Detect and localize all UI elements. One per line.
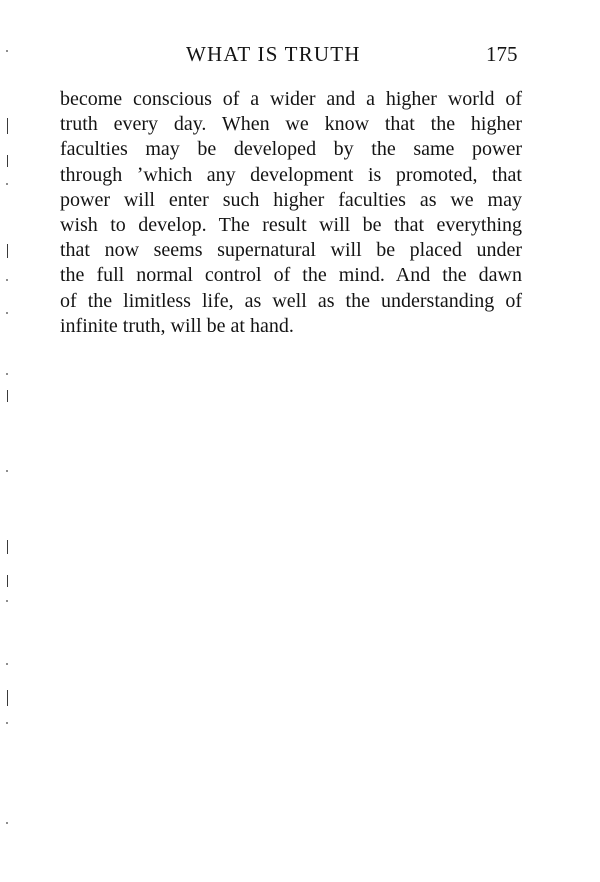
- text-line: of the limitless life, as well as the understanding of: [60, 289, 522, 312]
- text-line: the full normal control of the mind. And the dawn: [60, 264, 522, 287]
- scan-tick: [7, 575, 8, 587]
- scan-speck: [6, 600, 8, 602]
- scan-speck: [6, 470, 8, 472]
- scan-tick: [7, 690, 8, 706]
- binding-edge-marks: [0, 0, 14, 882]
- scan-tick: [7, 540, 8, 554]
- text-line: through ʼwhich any development is promoted, that: [60, 163, 522, 186]
- scan-speck: [6, 279, 8, 281]
- scan-speck: [6, 183, 8, 185]
- text-line: wish to develop. The result will be that everything: [60, 213, 522, 236]
- scan-speck: [6, 663, 8, 665]
- text-line: become conscious of a wider and a higher world of: [60, 88, 522, 110]
- scan-tick: [7, 244, 8, 258]
- scan-speck: [6, 50, 8, 52]
- text-line: faculties may be developed by the same power: [60, 138, 522, 161]
- text-line: truth every day. When we know that the higher: [60, 113, 522, 136]
- running-head: [0, 40, 600, 68]
- page-number: 175: [486, 42, 518, 66]
- scan-tick: [7, 155, 8, 167]
- scan-tick: [7, 118, 8, 134]
- running-title: WHAT IS TRUTH: [186, 42, 361, 66]
- text-line: that now seems supernatural will be placed under: [60, 239, 522, 262]
- scan-speck: [6, 722, 8, 724]
- text-line: power will enter such higher faculties as we may: [60, 188, 522, 211]
- scan-speck: [6, 312, 8, 314]
- scan-tick: [7, 390, 8, 402]
- scan-speck: [6, 373, 8, 375]
- scan-speck: [6, 822, 8, 824]
- text-line: infinite truth, will be at hand.: [60, 314, 294, 337]
- body-text: [60, 87, 522, 339]
